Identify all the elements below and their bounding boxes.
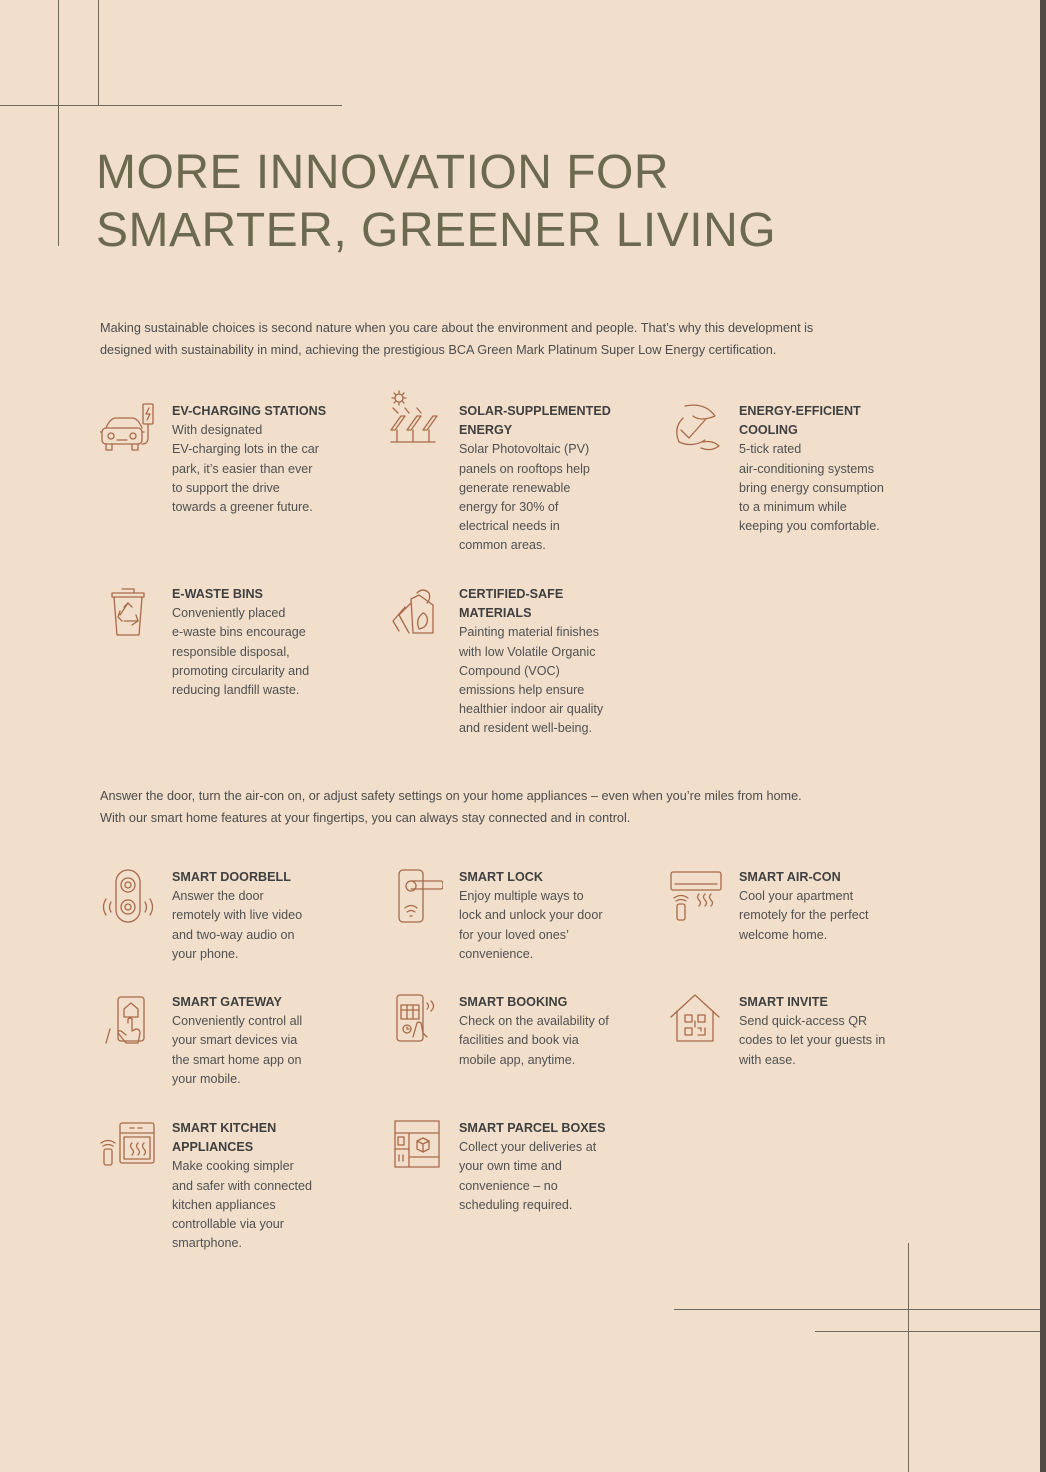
feature-desc-line: remotely with live video [172, 908, 303, 923]
page-title-line: SMARTER, GREENER LIVING [96, 204, 777, 257]
feature-title: E-WASTE BINS [172, 587, 263, 601]
feature-desc-line: for your loved ones’ [459, 927, 569, 942]
feature-title: APPLIANCES [172, 1140, 254, 1155]
feature-title: SMART BOOKING [459, 995, 568, 1009]
feature-title: ENERGY [459, 423, 513, 438]
feature-title: SMART GATEWAY [172, 995, 282, 1009]
parcel-box-icon [387, 1119, 443, 1175]
corner-line-vertical-left [58, 0, 59, 246]
feature-desc-line: Make cooking simpler [172, 1159, 294, 1174]
feature-desc-line: keeping you comfortable. [739, 519, 880, 534]
feature-desc-line: air-conditioning systems [739, 461, 875, 476]
booking-calendar-icon [387, 993, 443, 1049]
feature-desc-line: your phone. [172, 946, 239, 961]
solar-panel-icon [387, 390, 443, 446]
corner-line-vertical-right [908, 1243, 909, 1472]
feature-title: SMART PARCEL BOXES [459, 1121, 606, 1135]
air-con-icon [667, 868, 723, 924]
feature-desc-line: e-waste bins encourage [172, 625, 306, 640]
intro-line: Answer the door, turn the air-con on, or adjust safety settings on your home appliances – even when you’re miles from home. [100, 789, 802, 803]
feature-desc-line: generate renewable [459, 480, 571, 495]
feature-desc-line: your own time and [459, 1159, 562, 1174]
smart-intro-paragraph [100, 786, 900, 829]
feature-desc-line: towards a greener future. [172, 500, 313, 515]
feature-desc-line: Answer the door [172, 889, 264, 904]
page-title [96, 144, 776, 260]
feature-desc-line: bring energy consumption [739, 480, 884, 495]
doorbell-icon [100, 868, 156, 924]
ev-charging-icon [100, 402, 156, 458]
feature-title: COOLING [739, 423, 798, 438]
feature-desc-line: mobile app, anytime. [459, 1052, 576, 1067]
intro-line: Making sustainable choices is second nature when you care about the environment and people. That’s why this development is [100, 321, 814, 335]
feature-desc-line: and safer with connected [172, 1178, 313, 1193]
feature-desc-line: promoting circularity and [172, 663, 310, 678]
gateway-phone-icon [100, 993, 156, 1049]
feature-desc-line: Solar Photovoltaic (PV) [459, 442, 590, 457]
feature-desc-line: welcome home. [739, 927, 828, 942]
page-edge-strip [1040, 0, 1046, 1472]
feature-desc-line: controllable via your [172, 1217, 285, 1232]
feature-desc-line: responsible disposal, [172, 644, 290, 659]
feature-desc-line: remotely for the perfect [739, 908, 869, 923]
feature-desc-line: to support the drive [172, 480, 280, 495]
feature-desc-line: Enjoy multiple ways to [459, 889, 584, 904]
feature-desc-line: your mobile. [172, 1071, 241, 1086]
feature-desc-line: convenience – no [459, 1178, 558, 1193]
feature-title: SMART KITCHEN [172, 1121, 277, 1135]
feature-desc-line: with low Volatile Organic [459, 644, 596, 659]
feature-title: MATERIALS [459, 606, 532, 621]
feature-desc-line: With designated [172, 423, 263, 438]
feature-desc-line: panels on rooftops help [459, 461, 590, 476]
smart-lock-icon [387, 868, 443, 924]
feature-desc-line: park, it’s easier than ever [172, 461, 313, 476]
intro-line: designed with sustainability in mind, achieving the prestigious BCA Green Mark Platinum Super Low Energy certification. [100, 342, 777, 357]
corner-line-horizontal-bottom-inner [815, 1331, 1040, 1332]
feature-title: SMART DOORBELL [172, 870, 291, 884]
recycle-bin-icon [100, 585, 156, 641]
feature-title: SMART LOCK [459, 870, 543, 884]
feature-desc-line: lock and unlock your door [459, 908, 603, 923]
feature-desc-line: facilities and book via [459, 1033, 579, 1048]
feature-desc-line: kitchen appliances [172, 1197, 276, 1212]
qr-house-icon [667, 993, 723, 1049]
feature-desc-line: Collect your deliveries at [459, 1140, 597, 1155]
kitchen-appliance-icon [100, 1119, 156, 1175]
feature-desc-line: Painting material finishes [459, 625, 600, 640]
feature-desc-line: and two-way audio on [172, 927, 295, 942]
feature-desc-line: scheduling required. [459, 1197, 573, 1212]
feature-title: EV-CHARGING STATIONS [172, 404, 327, 418]
feature-desc-line: codes to let your guests in [739, 1033, 886, 1048]
feature-desc-line: Conveniently placed [172, 606, 286, 621]
feature-title: SMART AIR-CON [739, 870, 841, 884]
feature-desc-line: emissions help ensure [459, 683, 585, 698]
feature-title: ENERGY-EFFICIENT [739, 404, 861, 418]
feature-desc-line: Check on the availability of [459, 1014, 609, 1029]
feature-desc-line: with ease. [739, 1052, 796, 1067]
feature-desc-line: to a minimum while [739, 500, 847, 515]
feature-desc-line: convenience. [459, 946, 534, 961]
feature-desc-line: healthier indoor air quality [459, 702, 604, 717]
safe-materials-icon [387, 585, 443, 641]
feature-desc-line: Compound (VOC) [459, 663, 560, 678]
energy-leaf-check-icon [667, 402, 723, 458]
feature-desc-line: smartphone. [172, 1236, 243, 1251]
intro-line: With our smart home features at your fingertips, you can always stay connected and in control. [100, 810, 631, 825]
feature-desc-line: common areas. [459, 538, 546, 553]
feature-desc-line: your smart devices via [172, 1033, 298, 1048]
feature-desc-line: Send quick-access QR [739, 1014, 868, 1029]
feature-desc-line: energy for 30% of [459, 500, 559, 515]
feature-desc-line: Conveniently control all [172, 1014, 303, 1029]
corner-line-horizontal-bottom [674, 1309, 1040, 1310]
corner-line-horizontal-top [0, 105, 342, 106]
feature-desc-line: electrical needs in [459, 519, 560, 534]
page-title-line: MORE INNOVATION FOR [96, 146, 670, 199]
feature-title: CERTIFIED-SAFE [459, 587, 564, 601]
feature-desc-line: Cool your apartment [739, 889, 854, 904]
corner-line-vertical-inner [98, 0, 99, 105]
feature-desc-line: EV-charging lots in the car [172, 442, 320, 457]
feature-title: SOLAR-SUPPLEMENTED [459, 404, 611, 418]
feature-desc-line: 5-tick rated [739, 442, 802, 457]
feature-desc-line: and resident well-being. [459, 721, 593, 736]
green-intro-paragraph [100, 318, 900, 361]
feature-title: SMART INVITE [739, 995, 828, 1009]
feature-desc-line: the smart home app on [172, 1052, 302, 1067]
feature-desc-line: reducing landfill waste. [172, 683, 300, 698]
